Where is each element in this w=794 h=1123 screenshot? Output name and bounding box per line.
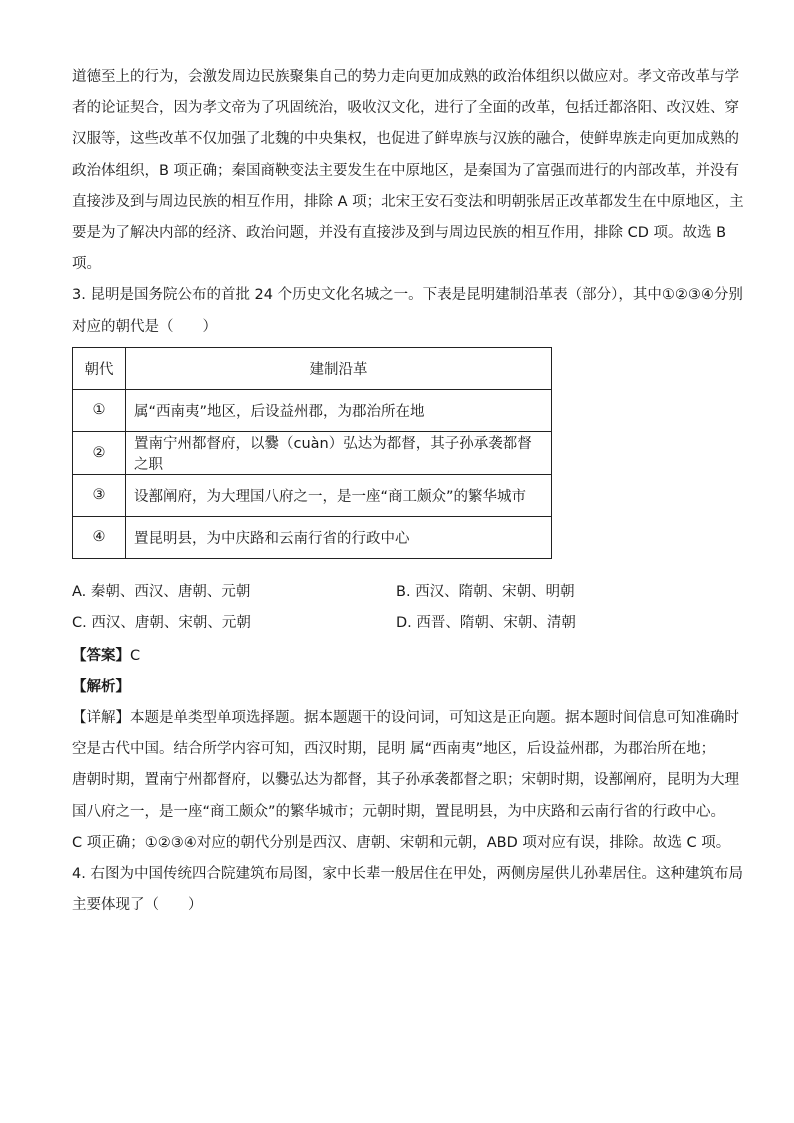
detail-line: 国八府之一，是一座“商工颇众”的繁华城市；元朝时期，置昆明县，为中庆路和云南行省的行政中心。 [72,803,726,820]
text-line: 道德至上的行为，会激发周边民族聚集自己的势力走向更加成熟的政治体组织以做应对。孝文帝改革与学 [72,69,739,85]
detail-text: 本题是单类型单项选择题。据本题题干的设问词，可知这是正向题。据本题时间信息可知准确时 [130,710,739,727]
question-stem: 4. 右图为中国传统四合院建筑布局图，家中长辈一般居住在甲处，两侧房屋供儿孙辈居住。这种建筑布局 [72,866,743,882]
question-4 [72,859,743,921]
text-line: 者的论证契合，因为孝文帝为了巩固统治，吸收汉文化，进行了全面的改革，包括迁都洛阳、改汉姓、穿 [72,100,739,117]
detail-line: 空是古代中国。结合所学内容可知，西汉时期，昆明 属“西南夷”地区，后设益州郡，为郡治所在地； [72,741,716,758]
detail-line [72,703,739,734]
answer-options [72,577,732,641]
table-row [73,431,552,474]
answer-line [72,641,732,672]
detail-line: C 项正确；①②③④对应的朝代分别是西汉、唐朝、宋朝和元朝，ABD 项对应有误，排除。故选 C 项。 [72,834,731,851]
detail-label: 【详解】 [72,710,130,727]
row-text: 设鄯阐府，为大理国八府之一，是一座“商工颇众”的繁华城市 [126,474,552,516]
row-text: 置南宁州都督府，以爨（cuàn）弘达为都督，其子孙承袭都督之职 [126,431,552,474]
column-header-dynasty: 朝代 [73,347,126,389]
text-line: 直接涉及到与周边民族的相互作用，排除 A 项；北宋王安石变法和明朝张居正改革都发生在中原地区，主 [72,193,744,210]
document-page [72,62,744,921]
row-text: 置昆明县，为中庆路和云南行省的行政中心 [126,516,552,558]
question-stem: 3. 昆明是国务院公布的首批 24 个历史文化名城之一。下表是昆明建制沿革表（部分），其中①②③④分别 [72,287,743,304]
table-row [73,516,552,558]
text-line: 要是为了解决内部的经济、政治问题，并没有直接涉及到与周边民族的相互作用，排除 CD 项。故选 B [72,224,727,241]
table-row [73,389,552,431]
text-line: 政治体组织，B 项正确；秦国商鞅变法主要发生在中原地区，是秦国为了富强而进行的内部改革，并没有 [72,162,740,179]
option-d: D. 西晋、隋朝、宋朝、清朝 [396,614,576,631]
table-header-row [73,347,552,389]
option-c: C. 西汉、唐朝、宋朝、元朝 [72,614,251,631]
option-a: A. 秦朝、西汉、唐朝、元朝 [72,583,251,600]
row-text: 属“西南夷”地区，后设益州郡，为郡治所在地 [126,389,552,431]
row-number: ③ [73,474,126,516]
row-number: ④ [73,516,126,558]
option-b: B. 西汉、隋朝、宋朝、明朝 [396,583,575,600]
previous-explanation [72,62,744,280]
text-line: 汉服等，这些改革不仅加强了北魏的中央集权，也促进了鲜卑族与汉族的融合，使鲜卑族走向更加成熟的 [72,131,739,148]
history-table [72,347,552,559]
analysis-label: 【解析】 [72,678,130,695]
question-3 [72,280,743,859]
row-number: ① [73,389,126,431]
question-stem: 对应的朝代是（ ） [72,318,217,335]
column-header-evolution: 建制沿革 [126,347,552,389]
answer-value: C [130,647,141,664]
table-row [73,474,552,516]
row-number: ② [73,431,126,474]
text-line: 项。 [72,256,101,273]
question-stem: 主要体现了（ ） [72,897,203,914]
answer-label: 【答案】 [72,647,130,664]
detail-line: 唐朝时期，置南宁州都督府，以爨弘达为都督，其子孙承袭都督之职；宋朝时期，设鄯阐府，昆明为大理 [72,772,739,789]
